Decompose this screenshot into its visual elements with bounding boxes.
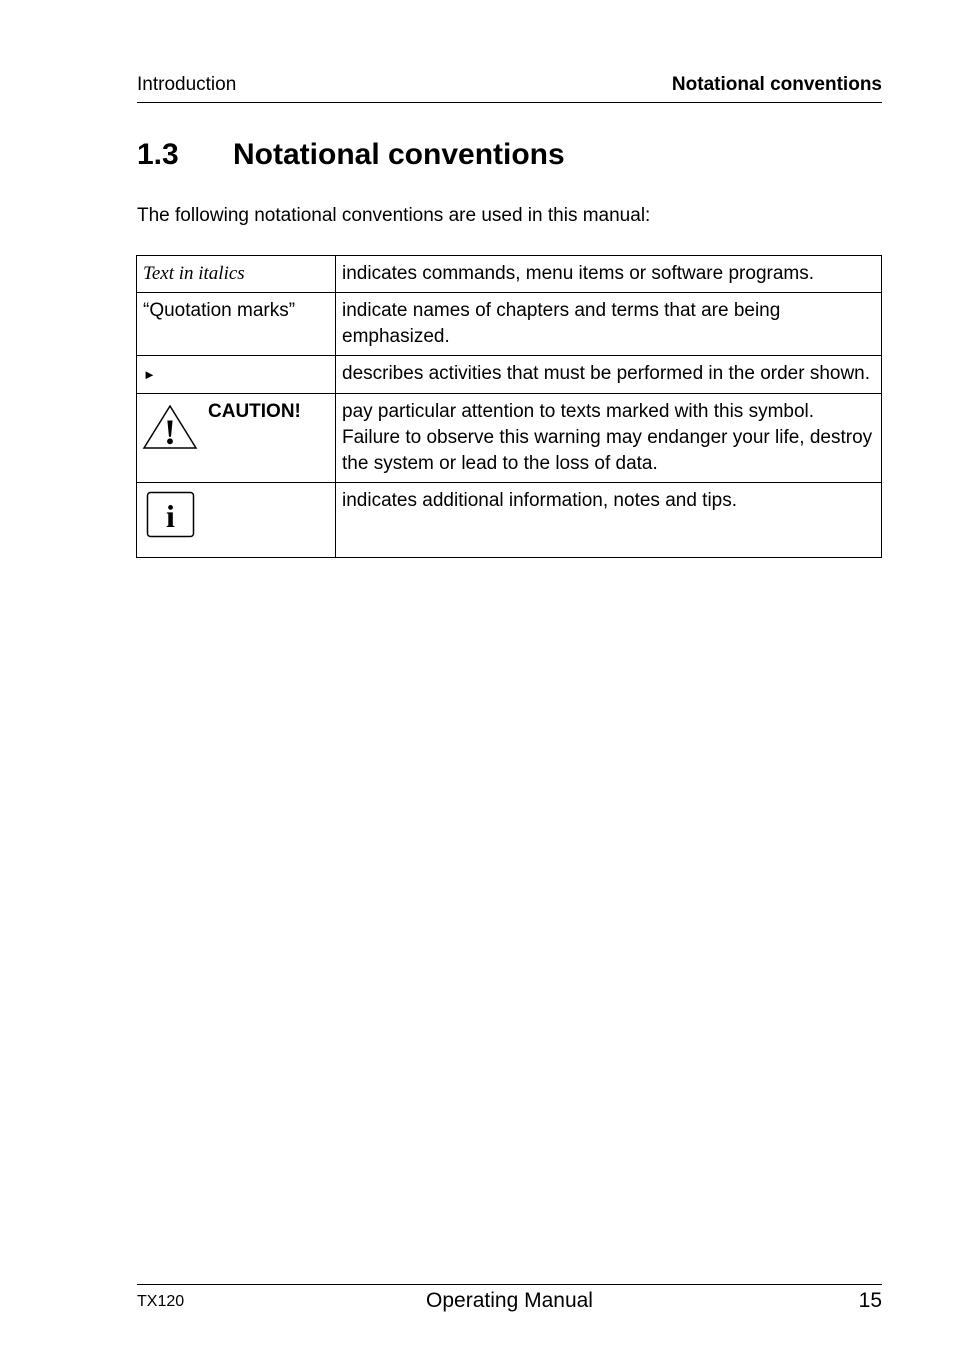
- footer-product: TX120: [137, 1293, 185, 1310]
- caution-label: CAUTION!: [208, 401, 301, 422]
- convention-description: describes activities that must be performed in the order shown.: [336, 356, 882, 394]
- convention-term: “Quotation marks”: [137, 293, 336, 356]
- arrow-bullet-icon: ►: [143, 367, 156, 382]
- info-icon: [146, 491, 196, 539]
- convention-description: indicates commands, menu items or software programs.: [336, 256, 882, 293]
- page-footer: [137, 1284, 882, 1315]
- table-row: [137, 394, 882, 483]
- section-heading: [137, 138, 565, 172]
- section-title: Notational conventions: [233, 138, 565, 171]
- table-row: [137, 356, 882, 394]
- svg-text:!: !: [164, 412, 176, 451]
- convention-description: pay particular attention to texts marked with this symbol. Failure to observe this warning may endanger your life, destroy the system or lead to the loss of data.: [336, 394, 882, 483]
- page-number: 15: [858, 1289, 882, 1312]
- svg-text:i: i: [166, 498, 175, 534]
- header-section: Notational conventions: [671, 74, 882, 95]
- page-header: [137, 72, 882, 103]
- table-row: [137, 483, 882, 558]
- convention-term: [137, 394, 336, 483]
- section-number: 1.3: [137, 138, 179, 171]
- warning-triangle-icon: [142, 403, 198, 451]
- convention-term: [137, 483, 336, 558]
- convention-description: indicates additional information, notes and tips.: [336, 483, 882, 558]
- header-chapter: Introduction: [137, 74, 237, 95]
- table-row: [137, 293, 882, 356]
- table-row: [137, 256, 882, 293]
- term-italics: Text in italics: [143, 263, 245, 284]
- convention-term: [137, 256, 336, 293]
- convention-term: [137, 356, 336, 394]
- conventions-table: [136, 255, 882, 558]
- intro-paragraph: The following notational conventions are used in this manual:: [137, 205, 651, 226]
- footer-manual-title: Operating Manual: [426, 1289, 593, 1312]
- convention-description: indicate names of chapters and terms that are being emphasized.: [336, 293, 882, 356]
